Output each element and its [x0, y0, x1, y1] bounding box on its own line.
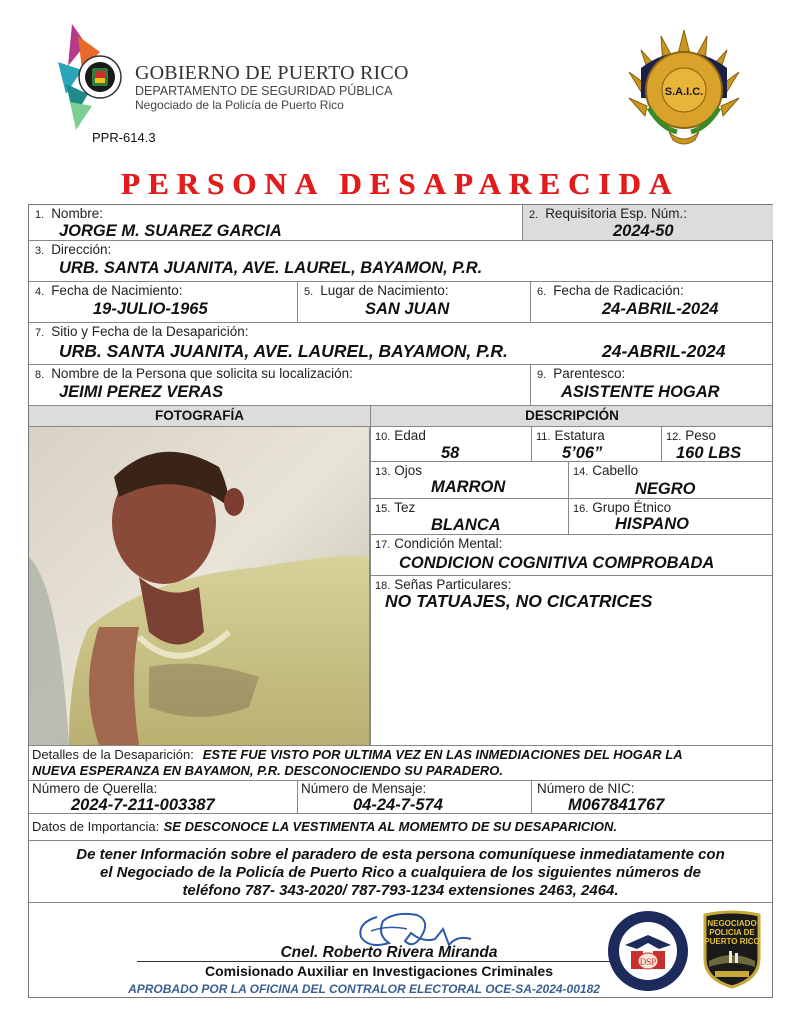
- ojos-value: MARRON: [431, 478, 506, 496]
- details-text: Detalles de la Desaparición: ESTE FUE VISTO POR ULTIMA VEZ EN LAS INMEDIACIONES DEL HOGAR LA NUEVA ESPERANZA EN BAYAMON, P.R. DESCONOCIENDO SU PARADERO.: [32, 747, 683, 778]
- parentesco-value: ASISTENTE HOGAR: [561, 383, 720, 401]
- document-header: [0, 0, 800, 170]
- page-title: PERSONA DESAPARECIDA: [120, 166, 680, 201]
- row-importance: [29, 814, 772, 841]
- row-contact: [29, 841, 772, 903]
- government-heading: [135, 62, 409, 112]
- nombre-value: JORGE M. SUAREZ GARCIA: [59, 222, 282, 240]
- svg-text:S.A.I.C.: S.A.I.C.: [664, 86, 704, 98]
- mensaje-value: 04-24-7-574: [353, 796, 443, 814]
- field-senas: 18. Señas Particulares: NO TATUAJES, NO CICATRICES: [375, 577, 653, 611]
- field-ojos: 13. Ojos MARRON: [371, 462, 569, 498]
- field-querella: Número de Querella: 2024-7-211-003387: [29, 781, 298, 813]
- field-estatura: 11. Estatura 5’06”: [532, 427, 662, 461]
- sitio-value: URB. SANTA JUANITA, AVE. LAUREL, BAYAMON, P.R.: [59, 341, 508, 361]
- field-direccion: 3. Dirección: URB. SANTA JUANITA, AVE. LAUREL, BAYAMON, P.R.: [35, 242, 483, 277]
- row-birth: [29, 282, 772, 323]
- field-condicion-mental: 17. Condición Mental: CONDICION COGNITIVA COMPROBADA: [375, 536, 715, 572]
- grupo-etnico-value: HISPANO: [615, 515, 689, 533]
- person-photo-icon: [29, 427, 369, 745]
- field-sitio-fecha: 7. Sitio y Fecha de la Desaparición: URB. SANTA JUANITA, AVE. LAUREL, BAYAMON, P.R. 24-ABRIL-2024: [35, 324, 726, 361]
- querella-value: 2024-7-211-003387: [71, 796, 215, 814]
- row-section-headers: [29, 406, 772, 427]
- saic-police-badge-icon: [625, 28, 743, 150]
- sitio-date-value: 24-ABRIL-2024: [602, 341, 726, 361]
- field-mensaje: Número de Mensaje: 04-24-7-574: [298, 781, 532, 813]
- dsp-seal-icon: [607, 909, 689, 993]
- row-numbers: [29, 781, 772, 814]
- description-section-header: DESCRIPCIÓN: [525, 408, 619, 423]
- row-address: [29, 241, 772, 282]
- contact-instructions: De tener Información sobre el paradero de esta persona comuníquese inmediatamente con el Negociado de la Policía de Puerto Rico a cualquiera de los siguientes números de teléfono 787- 343-2020/ 787-793-1234 extensiones 2463, 2464.: [76, 846, 725, 899]
- field-lugar-nacimiento: 5. Lugar de Nacimiento: SAN JUAN: [298, 282, 531, 322]
- bureau-name: Negociado de la Policía de Puerto Rico: [135, 98, 344, 112]
- department-name: DEPARTAMENTO DE SEGURIDAD PÚBLICA: [135, 84, 393, 98]
- importance-text: Datos de Importancia: SE DESCONOCE LA VESTIMENTA AL MOMEMTO DE SU DESAPARICION.: [32, 819, 617, 834]
- solicitante-value: JEIMI PEREZ VERAS: [59, 383, 224, 401]
- tez-value: BLANCA: [431, 516, 501, 534]
- signatory-role: Comisionado Auxiliar en Investigaciones Criminales: [204, 963, 554, 979]
- requisitoria-value: 2024-50: [613, 222, 674, 240]
- photo-section-header: FOTOGRAFÍA: [29, 406, 371, 426]
- row-skin-ethnic: [371, 499, 773, 535]
- government-name: GOBIERNO DE PUERTO RICO: [135, 62, 409, 84]
- svg-text:PUERTO RICO: PUERTO RICO: [704, 937, 760, 946]
- field-fecha-radicacion: 6. Fecha de Radicación: 24-ABRIL-2024: [537, 283, 719, 318]
- photo-description-block: [29, 427, 773, 746]
- fecha-nacimiento-value: 19-JULIO-1965: [93, 300, 208, 318]
- nic-value: M067841767: [568, 796, 665, 814]
- row-details: [29, 746, 772, 781]
- estatura-value: 5’06”: [562, 444, 603, 462]
- field-cabello: 14. Cabello NEGRO: [573, 463, 696, 498]
- field-parentesco: 9. Parentesco: ASISTENTE HOGAR: [537, 366, 720, 401]
- fecha-radicacion-value: 24-ABRIL-2024: [602, 300, 719, 318]
- row-disappearance-site: [29, 323, 772, 365]
- field-nic: Número de NIC: M067841767: [537, 781, 665, 814]
- row-requester: [29, 365, 772, 406]
- row-eyes-hair: [371, 462, 773, 499]
- missing-person-form: [28, 204, 773, 998]
- description-grid: [371, 427, 773, 746]
- field-requisitoria: 2. Requisitoria Esp. Núm.: 2024-50: [523, 205, 773, 240]
- edad-value: 58: [441, 444, 460, 462]
- approval-note: APROBADO POR LA OFICINA DEL CONTRALOR ELECTORAL OCE-SA-2024-00182: [128, 982, 600, 996]
- npr-police-patch-icon: [701, 909, 763, 989]
- peso-value: 160 LBS: [676, 444, 742, 462]
- cabello-value: NEGRO: [635, 480, 696, 498]
- lugar-nacimiento-value: SAN JUAN: [365, 300, 450, 318]
- signature-line: [137, 961, 632, 962]
- field-peso: 12. Peso 160 LBS: [666, 428, 742, 462]
- senas-value: NO TATUAJES, NO CICATRICES: [385, 591, 653, 611]
- svg-text:POLICIA DE: POLICIA DE: [709, 928, 755, 937]
- condicion-mental-value: CONDICION COGNITIVA COMPROBADA: [399, 554, 715, 572]
- field-solicitante: 8. Nombre de la Persona que solicita su localización: JEIMI PEREZ VERAS: [29, 365, 531, 405]
- puerto-rico-government-logo-icon: [52, 22, 142, 132]
- signatory-name: Cnel. Roberto Rivera Miranda: [280, 944, 498, 961]
- row-age-height-weight: [371, 427, 773, 462]
- svg-text:DSP: DSP: [639, 957, 657, 967]
- field-grupo-etnico: 16. Grupo Étnico HISPANO: [573, 500, 689, 533]
- signature-block: [29, 903, 773, 999]
- field-fecha-nacimiento: 4. Fecha de Nacimiento: 19-JULIO-1965: [29, 282, 298, 322]
- field-edad: 10. Edad 58: [371, 427, 532, 461]
- direccion-value: URB. SANTA JUANITA, AVE. LAUREL, BAYAMON, P.R.: [59, 259, 483, 277]
- row-mental-condition: [371, 535, 773, 576]
- field-tez: 15. Tez BLANCA: [371, 499, 569, 534]
- row-name: [29, 205, 772, 241]
- form-code: PPR-614.3: [92, 130, 156, 145]
- field-nombre: 1. Nombre: JORGE M. SUAREZ GARCIA: [29, 205, 523, 240]
- svg-text:NEGOCIADO: NEGOCIADO: [707, 919, 757, 928]
- missing-person-photo: [29, 427, 369, 745]
